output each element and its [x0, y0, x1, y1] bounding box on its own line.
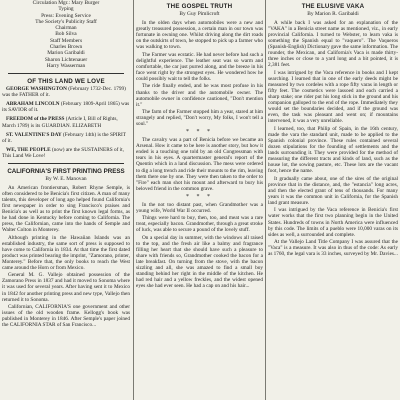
staff-line: Press: Evening Service	[41, 12, 91, 19]
article-paragraph: A while back I was asked for an explanation of the "VAKA" in a Benicia street name as mentioned, viz., in early provincial California. I turned to Webster, to learn vaka is something the Spanish equal to "vaquero". The Vaqueros (Spanish-English) Dictionary gave the same information. The rounder, the Mexican, and California's Vaca is made thirty-three inches or close to a yard long and a bit pointed, it is 2,381 feet.	[268, 20, 398, 69]
article-byline: By W. E. Manovan	[45, 175, 87, 182]
article-paragraph: On a special day in summer, with the windows all raised to the top, and the fresh air like a balmy and fragrance filling her heart that she should have such a pleasure to share with friends so, Grandmother cooked the bacon for a late breakfast. On turning from the stove, with the bacon sizzling and all, she was amazed to find a small boy standing behind her right in the middle of the kitchen. He had red hair and a yellow freckles, and the widest opened eyes she had ever seen. He had a cap on and his hair...	[136, 234, 263, 290]
article-heading: THE ELUSIVE VAKA	[301, 3, 365, 10]
article-paragraph: In the not too distant past, when Grandmother was a young wife, World War II occurred.	[136, 201, 263, 214]
article-paragraph: Things were hard to buy, then, too, and meat was a rare treat, especially bacon. Grandmother, through a great stroke of luck, was able to secure a pound of the lovely stuff.	[136, 215, 263, 234]
article-paragraph: I was intrigued by the Vaca reference in books and I kept searching. I learned that in one of the early deeds might be measured by two cordeles with a rope fifty varas in length or fifty feet. The cosmetics were lassoed and each carried a sharp stake; one rider put his long stick in the ground and his companion galloped to the end of the rope. Immediately they would set the boundaries decided, and if the ground was even, the task was pleasant and went on; if mountains intervened, it was a very unreliable.	[268, 69, 398, 125]
staff-box	[2, 0, 130, 69]
article-byline: By Marion R. Garibaldi	[307, 11, 359, 17]
article-paragraph: An American frontiersman, Robert Rhyne Semple, is often considered to be Benicia's first citizen. A man of many talents, this developer of long ago helped found California's first newspaper in order to sing Francisco's praises and Benicia's as well as to print the first known legal forms, as he had done in Kentucky before coming to California. The press, the Californian, came into the hands of Semple and Walter Colton in Monterey.	[2, 184, 130, 234]
article-paragraph: It gradually came about, one of the sires of the original province that in the distance, and, the "estancia" long acres, and then the elected grant of tens of thousands. For many years it was the common unit in California, for the Spanish land grant measure.	[268, 175, 398, 206]
article-heading: CALIFORNIA'S FIRST PRINTING PRESS	[7, 167, 125, 175]
entry-text: (February 1732-Dec. 1799) was the FATHER of it.	[2, 86, 126, 99]
staff-line: Circulation Mgr.: Mary Burger	[32, 0, 100, 6]
article-byline: By Guy Pimlicroft	[179, 11, 220, 17]
staff-line: Typing	[58, 6, 74, 13]
tribute-entry	[2, 116, 130, 128]
entry-name: ST. VALENTINE'S DAY	[6, 131, 62, 138]
tribute-entry	[2, 132, 130, 144]
staff-line: Staff Members	[49, 37, 83, 44]
staff-line: Sharon Lichtenauer	[44, 56, 88, 63]
staff-line: Charles Brown	[49, 44, 83, 51]
article-heading: OF THIS LAND WE LOVE	[27, 78, 105, 86]
article-paragraph: Californian, CALIFORNIA'S one government and other issues of the old wooden frame. Kellogg's book was published in Monterey in 1846. After Semple's paper joined the CALIFORNIA STAR of San Francisco...	[2, 304, 130, 329]
entry-name: GEORGE WASHINGTON	[6, 86, 67, 93]
tribute-entry	[2, 86, 130, 98]
article-paragraph: The Farmer was ecstatic. He had never before had such a delightful experience. The leather seat was so warm and comfortable, the car just purred along, and the breeze in his face went right by the strongest eyes. He wondered how he could possibly wait to tell the folks.	[136, 51, 263, 82]
entry-text: (now) are the SUSTAINERS of it, This Land We Love!	[2, 146, 124, 159]
article-paragraph: Although printing in the Hawaiian Islands was an established industry, the same sort of press is supposed to have come to California in 1834. At that time the first dated product was printed bearing the imprint, "Zamorano, printer, Monterey." Before that, the only books to reach the West came around the Horn or from Mexico.	[2, 234, 130, 271]
article-paragraph: The farm of the Farmer stopped him a year, stared at him strangely and replied, "Don't worry, My folks, I won't tell a soul."	[136, 109, 263, 128]
article-paragraph: The ride finally ended, and he was most profuse in his thanks to the driver and the automobile owner. The automobile owner in confidence cautioned, "Don't mention it."	[136, 83, 263, 108]
article-heading: THE GOSPEL TRUTH	[166, 3, 233, 10]
entry-text: (Article I, Bill of Rights, March 1789) is its GUARDIAN. ELIZABETH	[2, 116, 118, 129]
section-separator: * * *	[186, 129, 213, 136]
entry-name: WE, THE PEOPLE	[6, 146, 51, 153]
section-separator: * * *	[186, 193, 213, 200]
article-paragraph: I learned, too, that Philip of Spain, in the 16th century, made the vara the standard unit, made to be applied to the Spanish colonial province. These rules contained several dozen stipulations for the founding of settlements and the lands surrounding it. They were provided for the method of measuring the different tracts and kinds of land, such as the house lot, the sowing pasture, etc. These lots are the vacant foot, hence the name.	[268, 125, 398, 175]
staff-line: Chairman	[55, 25, 77, 32]
article-paragraph: In the olden days when automobiles were a new and greatly treasured possession, a certain man in our town was fortunate in owning one. Whilst driving along the dirt roads on the outskirts of town, he stopped to pick up a farmer who was walking to town.	[136, 20, 263, 51]
entry-text: (February 1809-April 1865) was its SAVIOR of it.	[2, 101, 130, 114]
article-paragraph: At the Vallejo Land Title Company I was assured that the "Vaca" is a measure. It was also in thus of the code: As early as 1760, the legal vara is 33 inches, surveyed by Mr. Davies...	[268, 239, 398, 258]
column-divider	[133, 0, 134, 400]
staff-line: Bob Silva	[55, 31, 77, 38]
section-rule	[8, 73, 124, 74]
article-paragraph: The cavalry was a part of Benicia before we became an Arsenal. How it came to be here is another story, but how it ended is a touching one told by an old Congressman with tears in his eyes. A quartermaster general's report of the Quentin which in a land discussion. The mess were ordered to dig a long trench and ride their mounts to the rim, leaving them there one by one. They were then taken to the order to "Fire" each man shot his mount and afterward to bury his beloved friend in the common grave.	[136, 137, 263, 192]
article-paragraph: I was intrigued by the Vaca reference in Benicia's first water works that the first two planning begin in the United States. Hundreds of towns in North America were influenced by this code. The limits of a pueblo were 10,000 varas on its sides as well, a surrounded and complete.	[268, 207, 398, 238]
staff-line: Harry Wasserman	[46, 62, 86, 69]
column-left	[2, 0, 130, 400]
entry-text: (February 14th) is the SPIRIT of it.	[2, 131, 126, 144]
column-right	[268, 0, 398, 400]
column-middle	[136, 0, 263, 400]
section-rule	[8, 163, 124, 164]
column-divider	[265, 0, 266, 400]
staff-line: Marion Garibaldi	[47, 50, 85, 57]
entry-name: ABRAHAM LINCOLN	[6, 101, 60, 108]
article-paragraph: General M. G. Vallejo obtained possession of the Zamorano Press in 1837 and had it moved to Sonoma where it was used for several years. After having sent it to Mexico in 1842 for another printing press and new type, Vallejo then returned it to Sonoma.	[2, 272, 130, 303]
tribute-entry	[2, 101, 130, 113]
staff-line: The Society's Publicity Staff	[35, 18, 97, 25]
tribute-entry	[2, 147, 130, 159]
entry-name: FREEDOM of the PRESS	[6, 116, 65, 123]
